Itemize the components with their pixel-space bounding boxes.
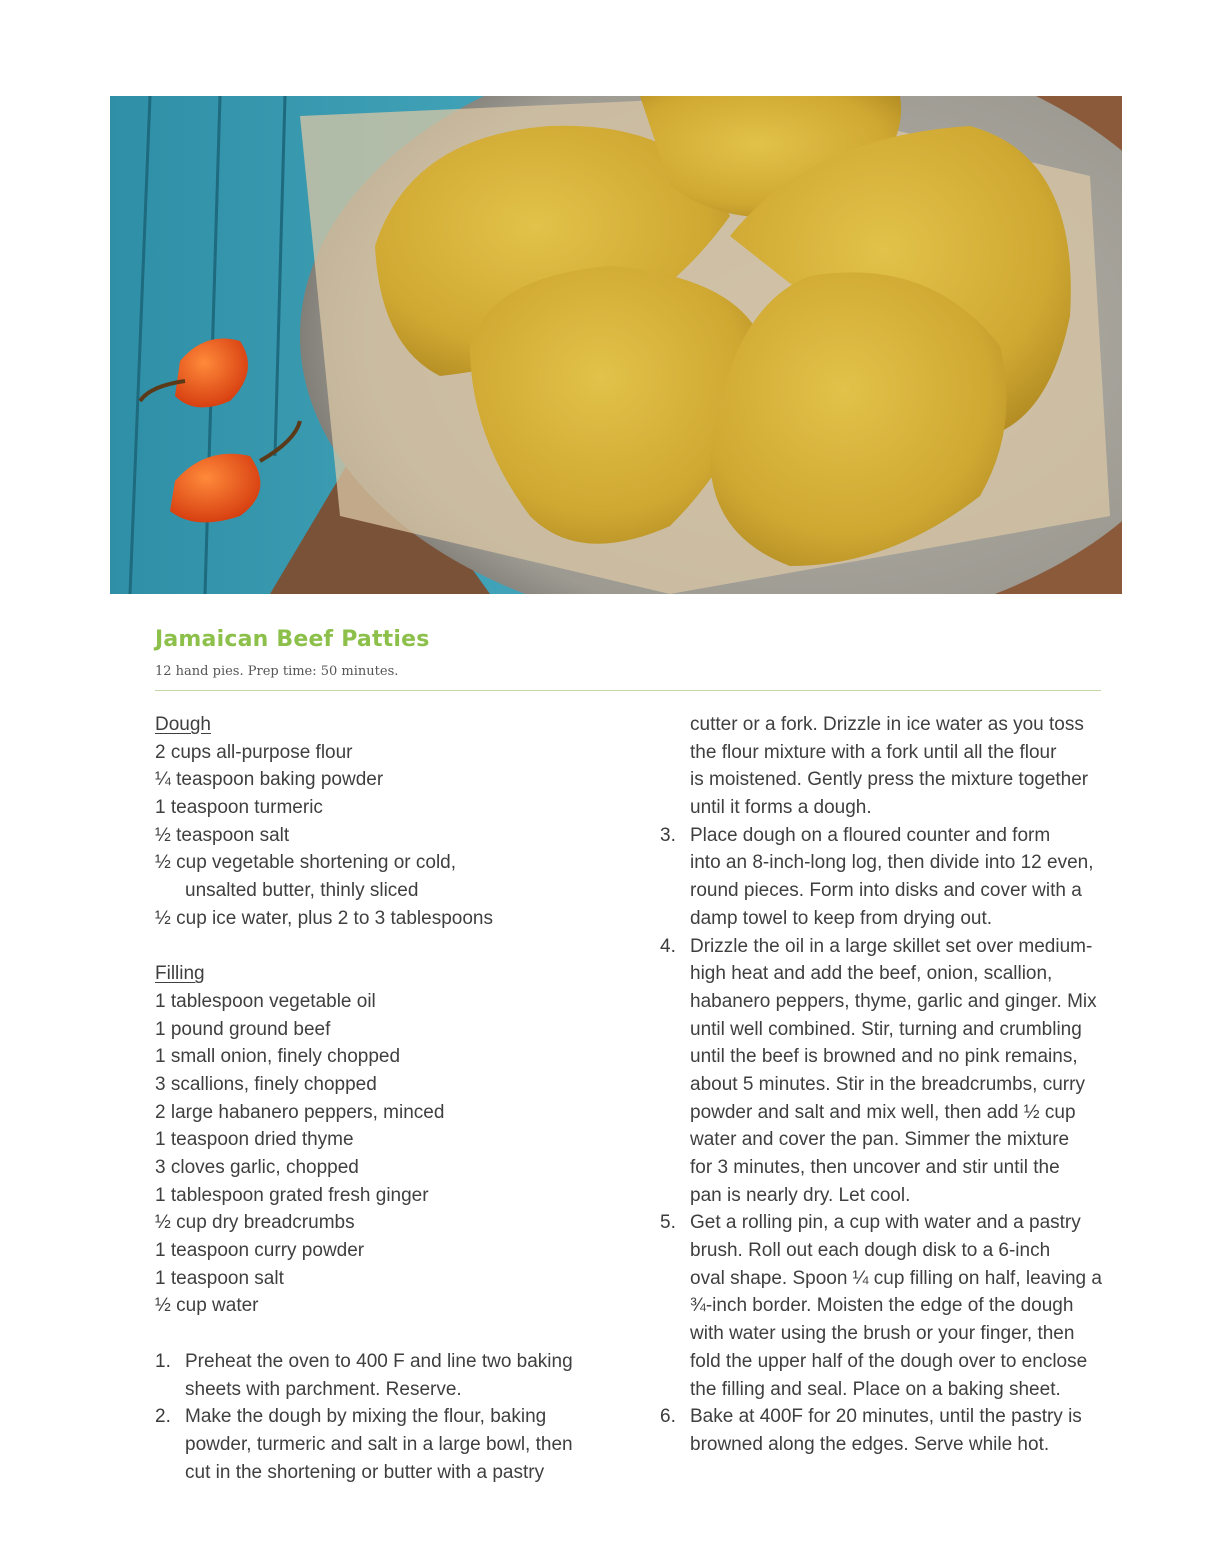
step-6 [660,1403,1110,1458]
step-number: 4. [660,935,676,957]
step-1 [155,1348,625,1403]
step-line: until the beef is browned and no pink remains, [690,1046,1078,1068]
step-line: Get a rolling pin, a cup with water and a pastry [690,1212,1081,1234]
filling-item: ½ cup dry breadcrumbs [155,1212,355,1234]
step-number: 2. [155,1406,171,1428]
step-2 [155,1403,625,1486]
step-line: until it forms a dough. [690,797,872,819]
step-line: Preheat the oven to 400 F and line two baking [185,1350,573,1372]
step-line: fold the upper half of the dough over to enclose [690,1350,1088,1372]
step-line: ¾-inch border. Moisten the edge of the dough [690,1295,1074,1317]
dough-item-continued: unsalted butter, thinly sliced [185,880,419,902]
filling-item: 1 small onion, finely chopped [155,1046,401,1068]
step-line: high heat and add the beef, onion, scallion, [690,963,1053,985]
title-divider [155,690,1101,691]
step-line: until well combined. Stir, turning and crumbling [690,1018,1082,1040]
step-line: is moistened. Gently press the mixture together [690,769,1089,791]
left-column [155,711,625,1486]
step-line: Bake at 400F for 20 minutes, until the pastry is [690,1406,1082,1428]
step-line: for 3 minutes, then uncover and stir until the [690,1157,1060,1178]
filling-item: 2 large habanero peppers, minced [155,1101,445,1123]
step-number: 6. [660,1406,676,1428]
step-line: cutter or a fork. Drizzle in ice water as you toss [690,714,1084,735]
filling-item: 1 teaspoon curry powder [155,1240,365,1262]
step-line: with water using the brush or your finger, then [690,1323,1075,1345]
step-number: 3. [660,824,676,846]
recipe-photo [110,96,1122,594]
dough-item: ½ cup ice water, plus 2 to 3 tablespoons [155,907,493,929]
dough-heading: Dough [155,714,211,735]
step-line: browned along the edges. Serve while hot. [690,1433,1050,1455]
step-line: Make the dough by mixing the flour, baking [185,1406,547,1428]
step-line: habanero peppers, thyme, garlic and ginger. Mix [690,990,1097,1012]
filling-item: ½ cup water [155,1295,259,1317]
filling-item: 1 pound ground beef [155,1018,331,1040]
step-line: the filling and seal. Place on a baking sheet. [690,1378,1061,1400]
step-line: the flour mixture with a fork until all the flour [690,741,1057,763]
step-line: powder, turmeric and salt in a large bowl, then [185,1433,573,1455]
dough-item: 1 teaspoon turmeric [155,797,323,819]
step-2-continued [660,711,1110,822]
step-line: about 5 minutes. Stir in the breadcrumbs, curry [690,1073,1085,1095]
filling-item: 1 tablespoon grated fresh ginger [155,1184,429,1206]
step-line: cut in the shortening or butter with a pastry [185,1461,545,1483]
step-number: 5. [660,1212,676,1234]
dough-item: ½ cup vegetable shortening or cold, [155,852,457,874]
filling-item: 1 tablespoon vegetable oil [155,990,376,1012]
dough-item: 2 cups all-purpose flour [155,741,353,763]
dough-item: ¼ teaspoon baking powder [155,769,384,791]
step-line: oval shape. Spoon ¼ cup filling on half, leaving a [690,1267,1102,1289]
step-number: 1. [155,1350,171,1372]
filling-heading: Filling [155,963,205,985]
step-line: water and cover the pan. Simmer the mixture [690,1129,1070,1151]
step-3 [660,822,1110,933]
filling-item: 3 cloves garlic, chopped [155,1157,359,1178]
step-line: powder and salt and mix well, then add ½ cup [690,1101,1076,1123]
step-line: Place dough on a floured counter and form [690,824,1051,846]
recipe-title: Jamaican Beef Patties [155,627,430,652]
spacer [155,1320,625,1348]
beef-patties-photo [110,96,1122,594]
step-4 [660,933,1110,1210]
dough-item: ½ teaspoon salt [155,824,290,846]
filling-item: 3 scallions, finely chopped [155,1073,377,1095]
spacer [155,933,625,961]
step-line: damp towel to keep from drying out. [690,907,993,929]
step-5 [660,1209,1110,1403]
step-line: Drizzle the oil in a large skillet set over medium- [690,935,1093,957]
step-line: sheets with parchment. Reserve. [185,1378,462,1400]
step-line: brush. Roll out each dough disk to a 6-inch [690,1240,1051,1262]
right-column [660,711,1110,1459]
filling-item: 1 teaspoon dried thyme [155,1129,354,1151]
filling-item: 1 teaspoon salt [155,1267,284,1289]
step-line: into an 8-inch-long log, then divide into 12 even, [690,852,1094,874]
step-line: pan is nearly dry. Let cool. [690,1184,911,1206]
recipe-subtitle: 12 hand pies. Prep time: 50 minutes. [155,664,399,679]
step-line: round pieces. Form into disks and cover with a [690,880,1082,902]
